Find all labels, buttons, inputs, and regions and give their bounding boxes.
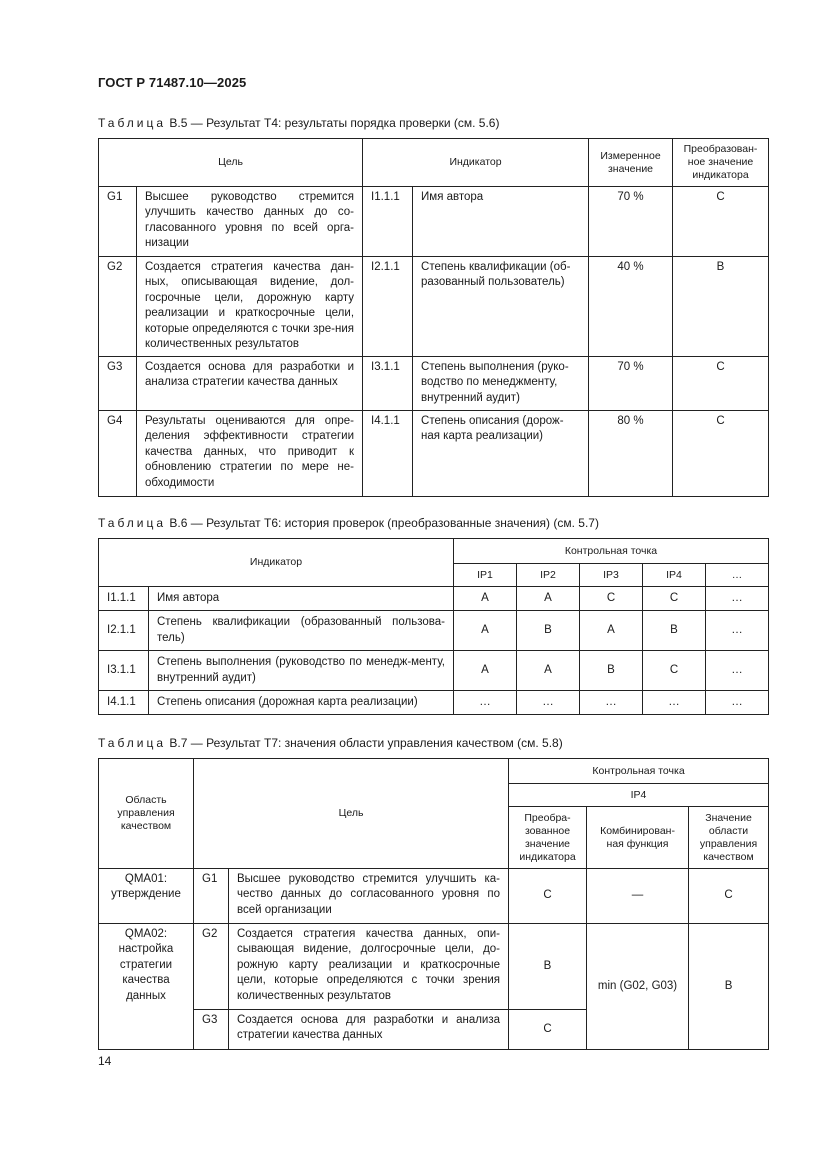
goal-text: Высшее руководство стремится улучшить качество данных до со-гласованного уровня по всей орга-низации xyxy=(137,187,363,257)
indicator-id: I4.1.1 xyxy=(363,411,413,497)
converted-value: C xyxy=(673,187,769,257)
document-header: ГОСТ Р 71487.10—2025 xyxy=(98,75,247,90)
header-ip1: IP1 xyxy=(454,564,517,587)
header-combined: Комбинирован-ная функция xyxy=(587,807,689,869)
goal-id: G2 xyxy=(194,924,229,1010)
value-ip3: … xyxy=(580,691,643,715)
table-row xyxy=(99,411,769,497)
table-row xyxy=(99,587,769,611)
table-row xyxy=(99,924,769,1010)
converted-value: C xyxy=(509,1010,587,1050)
value-ip4: B xyxy=(643,611,706,651)
table-b5-caption xyxy=(98,116,499,130)
goal-id: G1 xyxy=(194,869,229,924)
value-more: … xyxy=(706,611,769,651)
goal-id: G3 xyxy=(194,1010,229,1050)
indicator-text: Имя автора xyxy=(413,187,589,257)
header-goal: Цель xyxy=(194,759,509,869)
converted-value: C xyxy=(509,869,587,924)
measured-value: 80 % xyxy=(589,411,673,497)
header-area: Область управления качеством xyxy=(99,759,194,869)
table-row xyxy=(99,611,769,651)
header-ip2: IP2 xyxy=(517,564,580,587)
header-converted: Преобразован-ное значение индикатора xyxy=(673,139,769,187)
value-ip1: A xyxy=(454,587,517,611)
converted-value: B xyxy=(509,924,587,1010)
header-indicator: Индикатор xyxy=(363,139,589,187)
value-ip4: … xyxy=(643,691,706,715)
converted-value: B xyxy=(673,257,769,357)
value-ip1: A xyxy=(454,651,517,691)
goal-id: G3 xyxy=(99,357,137,411)
value-ip2: A xyxy=(517,587,580,611)
area-name: QMA01: утверждение xyxy=(99,869,194,924)
converted-value: C xyxy=(673,411,769,497)
table-b5 xyxy=(98,138,769,497)
indicator-text: Степень выполнения (руководство по менедж-менту, внутренний аудит) xyxy=(149,651,454,691)
indicator-text: Степень квалификации (образованный пользова-тель) xyxy=(149,611,454,651)
area-value: B xyxy=(689,924,769,1050)
table-row xyxy=(99,187,769,257)
table-row xyxy=(99,257,769,357)
indicator-id: I3.1.1 xyxy=(99,651,149,691)
indicator-text: Степень выполнения (руко-водство по менеджменту, внутренний аудит) xyxy=(413,357,589,411)
value-more: … xyxy=(706,587,769,611)
table-b7 xyxy=(98,758,769,1050)
indicator-id: I2.1.1 xyxy=(99,611,149,651)
header-area-value: Значение области управления качеством xyxy=(689,807,769,869)
table-row xyxy=(99,691,769,715)
caption-text: В.5 — Результат Т4: результаты порядка проверки (см. 5.6) xyxy=(169,116,500,130)
table-row xyxy=(99,869,769,924)
table-b7-caption xyxy=(98,736,563,750)
goal-text: Создается стратегия качества дан-ных, описывающая видение, дол-госрочные цели, дорожную карту реализации и краткосрочные цели, которые определяются с точки зре-ния количественных результатов xyxy=(137,257,363,357)
header-ellipsis: … xyxy=(706,564,769,587)
header-ip4: IP4 xyxy=(643,564,706,587)
indicator-text: Степень описания (дорожная карта реализации) xyxy=(149,691,454,715)
value-ip3: A xyxy=(580,611,643,651)
goal-text: Создается основа для разработки и анализа стратегии качества данных xyxy=(229,1010,509,1050)
value-ip1: … xyxy=(454,691,517,715)
converted-value: C xyxy=(673,357,769,411)
measured-value: 70 % xyxy=(589,187,673,257)
indicator-id: I2.1.1 xyxy=(363,257,413,357)
table-b6-caption xyxy=(98,516,599,530)
area-value: C xyxy=(689,869,769,924)
table-b6 xyxy=(98,538,769,715)
value-ip1: A xyxy=(454,611,517,651)
caption-label: Таблица xyxy=(98,736,167,750)
value-ip3: B xyxy=(580,651,643,691)
indicator-text: Степень описания (дорож-ная карта реализации) xyxy=(413,411,589,497)
goal-id: G1 xyxy=(99,187,137,257)
measured-value: 70 % xyxy=(589,357,673,411)
indicator-text: Степень квалификации (об-разованный пользователь) xyxy=(413,257,589,357)
indicator-id: I1.1.1 xyxy=(363,187,413,257)
table-row xyxy=(99,357,769,411)
value-ip3: C xyxy=(580,587,643,611)
value-ip4: C xyxy=(643,587,706,611)
value-more: … xyxy=(706,651,769,691)
indicator-text: Имя автора xyxy=(149,587,454,611)
caption-text: В.6 — Результат Т6: история проверок (преобразованные значения) (см. 5.7) xyxy=(169,516,599,530)
indicator-id: I1.1.1 xyxy=(99,587,149,611)
combined-function: — xyxy=(587,869,689,924)
caption-text: В.7 — Результат Т7: значения области управления качеством (см. 5.8) xyxy=(169,736,563,750)
measured-value: 40 % xyxy=(589,257,673,357)
caption-label: Таблица xyxy=(98,116,167,130)
indicator-id: I3.1.1 xyxy=(363,357,413,411)
table-row xyxy=(99,651,769,691)
header-checkpoint: Контрольная точка xyxy=(454,539,769,564)
value-more: … xyxy=(706,691,769,715)
indicator-id: I4.1.1 xyxy=(99,691,149,715)
goal-text: Высшее руководство стремится улучшить ка-чество данных до согласованного уровня по всей организации xyxy=(229,869,509,924)
goal-text: Создается стратегия качества данных, опи-сывающая видение, долгосрочные цели, до-рожную карту реализации и краткосрочные цели, которые определяются с точки зрения количественных результатов xyxy=(229,924,509,1010)
header-goal: Цель xyxy=(99,139,363,187)
goal-id: G2 xyxy=(99,257,137,357)
combined-function: min (G02, G03) xyxy=(587,924,689,1050)
goal-text: Результаты оцениваются для опре-деления эффективности стратегии качества данных, что приводит к обновлению стратегии по мере не-обходимости xyxy=(137,411,363,497)
value-ip2: B xyxy=(517,611,580,651)
header-converted: Преобра-зованное значение индикатора xyxy=(509,807,587,869)
header-ip4: IP4 xyxy=(509,784,769,807)
page-number: 14 xyxy=(98,1054,112,1068)
goal-id: G4 xyxy=(99,411,137,497)
area-name: QMA02: настройка стратегии качества данных xyxy=(99,924,194,1050)
header-ip3: IP3 xyxy=(580,564,643,587)
header-checkpoint: Контрольная точка xyxy=(509,759,769,784)
header-measured: Измеренное значение xyxy=(589,139,673,187)
goal-text: Создается основа для разработки и анализа стратегии качества данных xyxy=(137,357,363,411)
value-ip2: … xyxy=(517,691,580,715)
header-indicator: Индикатор xyxy=(99,539,454,587)
value-ip2: A xyxy=(517,651,580,691)
caption-label: Таблица xyxy=(98,516,167,530)
value-ip4: C xyxy=(643,651,706,691)
